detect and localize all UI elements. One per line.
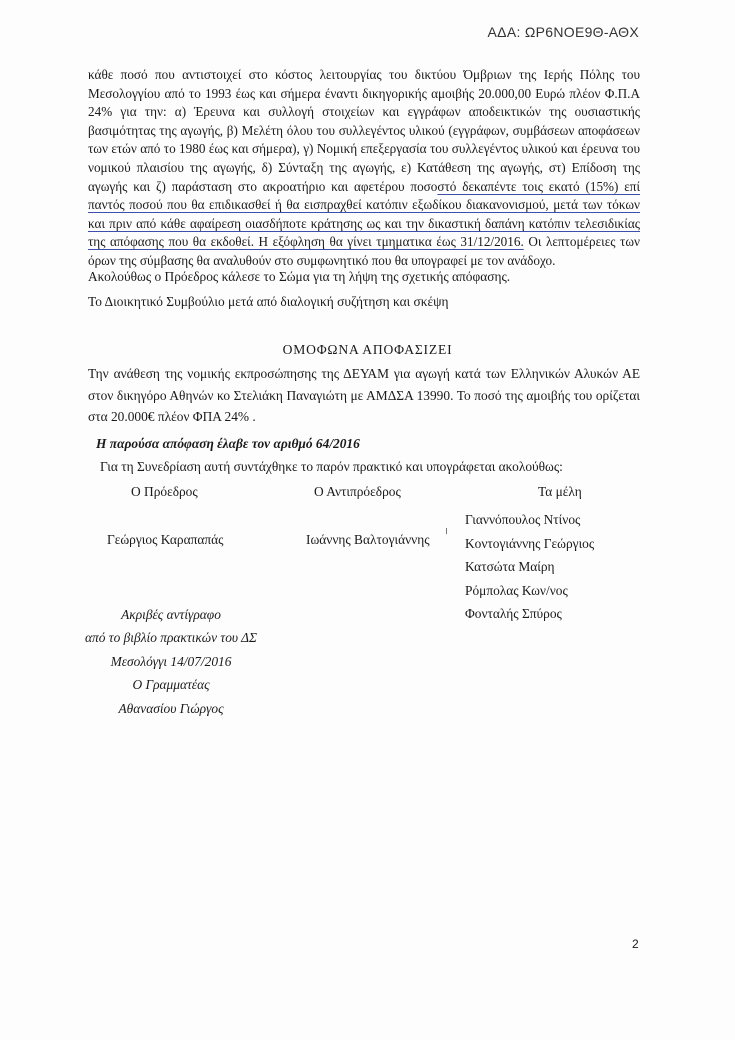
decision-text: Την ανάθεση της νομικής εκπροσώπησης της ΔΕΥΑΜ για αγωγή κατά των Ελληνικών Αλυκών ΑΕ στον δικηγόρο Αθηνών κο Στελιάκη Παναγιώτη με ΑΜΔΣΑ 13990. Το ποσό της αμοιβής του ορίζεται στα 20.000€ πλέον ΦΠΑ 24% . bbox=[88, 366, 640, 425]
council-line: Το Διοικητικό Συμβούλιο μετά από διαλογική συζήτηση και σκέψη bbox=[88, 294, 449, 309]
body-text-part1: κάθε ποσό που αντιστοιχεί στο κόστος λειτουργίας του δικτύου Όμβριων της Ιερής Πόλης του Μεσολογγίου από το 1993 έως και σήμερα έναντι δικηγορικής αμοιβής 20.000,00 Ευρώ πλέον Φ.Π.Α 24% για την: α) Έρευνα και συλλογή στοιχείων και εγγράφων αποδεικτικών της ουσιαστικής βασιμότητας της αγωγής, β) Μελέτη όλου του συλλεγέντος υλικού (εγγράφων, συμβάσεων αποφάσεων των ετών από το 1980 έως και σήμερα), γ) Νομική επεξεργασία του συλλεγέντος υλικού και έρευνα του νομικού πλαισίου της αγωγής, δ) Σύνταξη της αγωγής, ε) Κατάθεση της αγωγής, στ) Επίδοση της αγωγής και ζ) παράσταση στο ακροατήριο και αφετέρου ποσο bbox=[88, 67, 640, 194]
vice-president-title: Ο Αντιπρόεδρος bbox=[314, 484, 401, 499]
minutes-line: Για τη Συνεδρίαση αυτή συντάχθηκε το παρόν πρακτικό και υπογράφεται ακολούθως: bbox=[100, 459, 563, 474]
vice-president-name: Ιωάννης Βαλτογιάννης bbox=[306, 532, 430, 547]
secretary-title: Ο Γραμματέας bbox=[132, 677, 210, 693]
members-list bbox=[465, 508, 594, 626]
member-name: Κοντογιάννης Γεώργιος bbox=[465, 535, 595, 551]
member-name: Ρόμπολας Κων/νος bbox=[465, 582, 568, 598]
underlined-fee-clause: στό δεκαπέντε τοις εκατό (15%) επί παντός ποσού που θα επιδικασθεί ή θα εισπραχθεί κατόπιν εξωδίκου διακανονισμού, μετά των τόκων και πριν από κάθε αφαίρεση οιασδήποτε κράτησης ως και την δικαστική δαπάνη κατόπιν τελεσιδικίας της απόφασης που θα εκδοθεί. Η εξόφληση θα γίνει τμηματικα έως 31/12/2016. bbox=[88, 178, 640, 250]
member-name: Κατσώτα Μαίρη bbox=[465, 559, 555, 575]
president-title: Ο Πρόεδρος bbox=[131, 484, 198, 499]
member-name: Γιαννόπουλος Ντίνος bbox=[465, 512, 581, 527]
certified-copy-date: Μεσολόγγι 14/07/2016 bbox=[110, 653, 232, 669]
signature-mark bbox=[446, 528, 447, 534]
president-name: Γεώργιος Καραπαπάς bbox=[107, 532, 224, 547]
member-name: Φονταλής Σπύρος bbox=[465, 606, 562, 622]
certified-copy-source: από το βιβλίο πρακτικών του ΔΣ bbox=[85, 630, 257, 646]
ada-identifier: ΑΔΑ: ΩΡ6ΝΟΕ9Θ-ΑΘΧ bbox=[487, 24, 639, 40]
body-text-part2: Οι λεπτομέρειες των όρων της σύμβασης θα αναλυθούν στο συμφωνητικό που θα υπογραφεί με τον ανάδοχο. bbox=[88, 234, 640, 268]
body-paragraph bbox=[88, 66, 640, 271]
decision-heading: ΟΜΟΦΩΝΑ ΑΠΟΦΑΣΙΖΕΙ bbox=[282, 342, 453, 357]
followup-line: Ακολούθως ο Πρόεδρος κάλεσε το Σώμα για τη λήψη της σχετικής απόφασης. bbox=[88, 269, 511, 284]
certified-copy-title: Ακριβές αντίγραφο bbox=[121, 607, 221, 622]
page-number: 2 bbox=[632, 937, 639, 951]
secretary-name: Αθανασίου Γιώργος bbox=[118, 700, 224, 716]
members-title: Τα μέλη bbox=[538, 484, 582, 499]
certified-copy-block bbox=[56, 603, 286, 720]
decision-number: Η παρούσα απόφαση έλαβε τον αριθμό 64/2016 bbox=[96, 436, 360, 451]
